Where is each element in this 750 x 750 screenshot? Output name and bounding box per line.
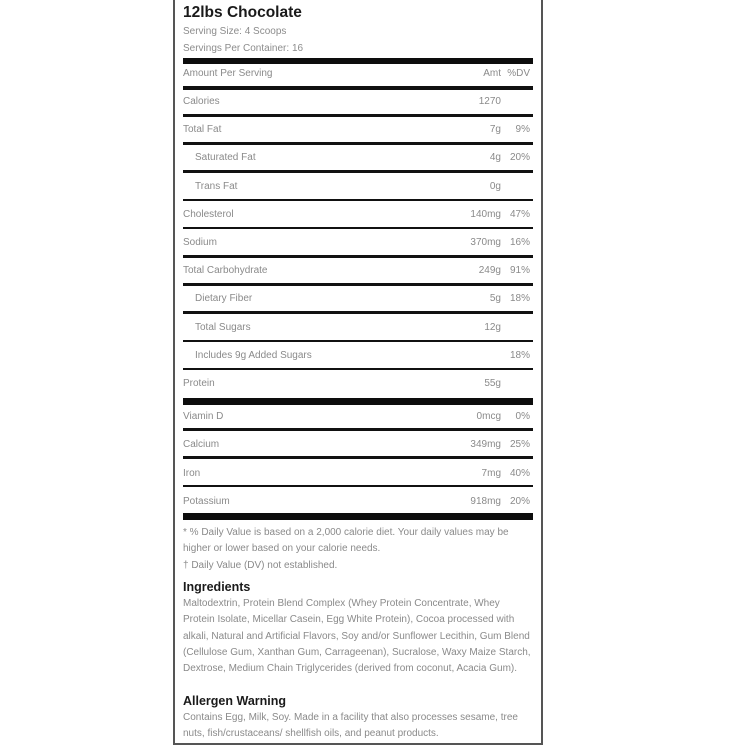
- nutrient-name: Iron: [183, 467, 201, 479]
- divider: [183, 428, 533, 431]
- nutrient-daily-value: 18%: [509, 349, 530, 361]
- nutrient-daily-value: 9%: [515, 124, 530, 136]
- nutrient-row: [183, 229, 533, 256]
- vitamin-mineral-row: [183, 431, 533, 458]
- nutrient-amount: 0g: [489, 180, 501, 192]
- nutrient-amount: 349mg: [470, 439, 501, 451]
- nutrient-row: [183, 88, 533, 115]
- nutrient-row: [183, 201, 533, 228]
- nutrient-name: Saturated Fat: [195, 152, 256, 164]
- nutrient-name: Potassium: [183, 495, 230, 507]
- nutrient-amount: 7mg: [481, 467, 501, 479]
- nutrient-amount: 0mcg: [476, 411, 501, 422]
- nutrient-amount: 5g: [489, 293, 501, 305]
- nutrient-row: [183, 285, 533, 312]
- nutrient-amount: 370mg: [470, 237, 501, 248]
- nutrient-name: Total Carbohydrate: [183, 265, 268, 277]
- nutrient-amount: 140mg: [470, 208, 501, 220]
- nutrient-name: Calories: [183, 96, 220, 107]
- nutrient-amount: 12g: [484, 321, 501, 333]
- nutrient-amount: 1270: [478, 96, 501, 107]
- nutrient-daily-value: 0%: [515, 411, 530, 422]
- daily-value-footnote: * % Daily Value is based on a 2,000 calorie diet. Your daily values may be higher or lower based on your calorie needs.: [183, 527, 509, 554]
- nutrient-amount: 7g: [489, 124, 501, 136]
- nutrient-name: Sodium: [183, 237, 217, 248]
- divider: [183, 456, 533, 459]
- nutrient-name: Trans Fat: [195, 180, 238, 192]
- nutrient-name: Total Fat: [183, 124, 222, 136]
- nutrient-daily-value: 47%: [509, 208, 530, 220]
- nutrient-daily-value: 18%: [509, 293, 530, 305]
- vitamin-mineral-row: [183, 488, 533, 515]
- nutrient-amount: 4g: [489, 152, 501, 164]
- nutrient-name: Includes 9g Added Sugars: [195, 349, 312, 361]
- amount-per-serving-label: Amount Per Serving: [183, 68, 273, 79]
- nutrient-daily-value: 91%: [509, 265, 530, 277]
- thick-divider: [183, 513, 533, 520]
- nutrient-name: Protein: [183, 378, 215, 389]
- nutrient-row: [183, 314, 533, 341]
- nutrient-name: Total Sugars: [195, 321, 251, 333]
- amount-header-row: [183, 60, 533, 87]
- nutrient-row: [183, 116, 533, 143]
- nutrient-row: [183, 370, 533, 397]
- nutrient-name: Viamin D: [183, 411, 224, 422]
- nutrient-amount: 249g: [478, 265, 501, 277]
- nutrient-daily-value: 25%: [509, 439, 530, 451]
- nutrient-daily-value: 16%: [509, 237, 530, 248]
- nutrient-amount: 918mg: [470, 495, 501, 507]
- nutrient-row: [183, 257, 533, 284]
- nutrient-daily-value: 20%: [509, 495, 530, 507]
- nutrient-daily-value: 40%: [509, 467, 530, 479]
- nutrient-name: Cholesterol: [183, 208, 234, 220]
- vitamin-mineral-row: [183, 460, 533, 487]
- nutrient-row: [183, 342, 533, 369]
- ingredients-heading: Ingredients: [183, 580, 251, 594]
- nutrition-facts-panel: [173, 0, 543, 745]
- nutrient-name: Calcium: [183, 439, 220, 451]
- allergen-text: Contains Egg, Milk, Soy. Made in a facility that also processes sesame, tree nuts, fish/crustaceans/ shellfish oils, and peanut products.: [183, 712, 518, 740]
- ingredients-text: Maltodextrin, Protein Blend Complex (Whey Protein Concentrate, Whey Protein Isolate, Micellar Casein, Egg White Protein), Cocoa processed with alkali, Natural and Artificial Flavors, Soy and/or Sunflower Lecithin, Gum Blend (Cellulose Gum, Xanthan Gum, Carrageenan), Sucralose, Waxy Maize Starch, Dextrose, Medium Chain Triglycerides (derived from coconut, Acacia Gum).: [183, 598, 531, 675]
- divider: [183, 485, 533, 488]
- dv-not-established-note: † Daily Value (DV) not established.: [183, 560, 338, 571]
- dv-column-header: %DV: [507, 68, 530, 79]
- nutrient-daily-value: 20%: [509, 152, 530, 164]
- servings-per-container: Servings Per Container: 16: [183, 43, 304, 54]
- serving-size: Serving Size: 4 Scoops: [183, 26, 287, 37]
- nutrient-row: [183, 173, 533, 200]
- amt-column-header: Amt: [483, 68, 501, 79]
- vitamin-mineral-row: [183, 403, 533, 430]
- nutrient-row: [183, 144, 533, 171]
- nutrient-amount: 55g: [484, 378, 501, 389]
- allergen-heading: Allergen Warning: [183, 694, 287, 708]
- nutrient-name: Dietary Fiber: [195, 293, 253, 305]
- product-title: 12lbs Chocolate: [183, 4, 302, 21]
